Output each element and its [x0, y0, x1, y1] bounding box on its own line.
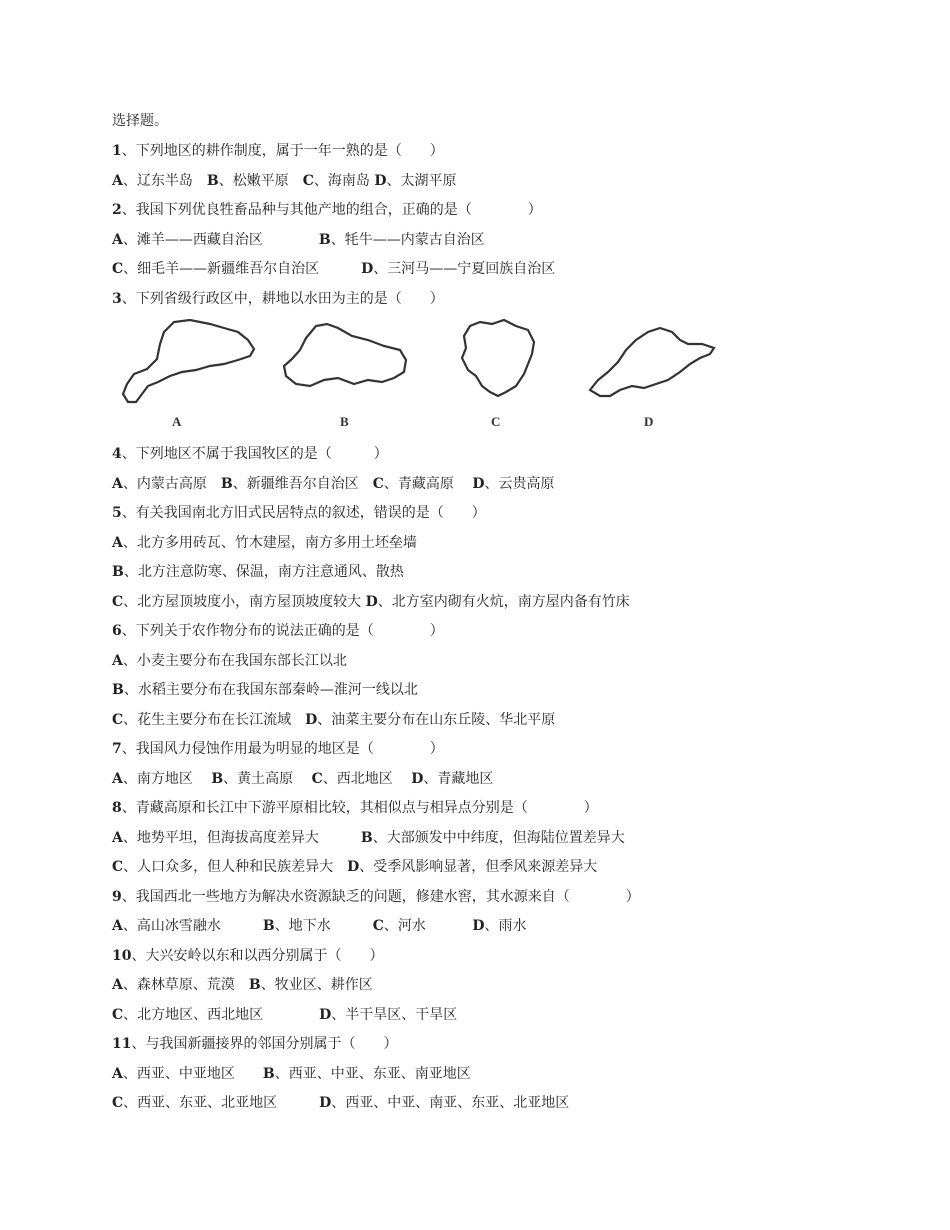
- option-text: 、花生主要分布在长江流域: [123, 712, 306, 728]
- option-text: 、油菜主要分布在山东丘陵、华北平原: [317, 712, 556, 728]
- option-letter: C: [112, 594, 124, 610]
- option-letter: D: [472, 476, 485, 492]
- question-stem: [112, 739, 444, 759]
- question-stem: [112, 503, 486, 523]
- map-label-c: C: [491, 414, 501, 429]
- option-letter: C: [302, 173, 314, 189]
- option-letter: A: [112, 476, 123, 492]
- option-letter: B: [262, 1066, 275, 1082]
- options-line: [112, 562, 404, 582]
- question-number: 5: [112, 505, 122, 521]
- option-letter: D: [411, 771, 424, 787]
- options-line: [112, 533, 417, 553]
- question-stem: [112, 444, 388, 464]
- question-number: 2: [112, 202, 122, 218]
- question-text: 、青藏高原和长江中下游平原相比较，其相似点与相异点分别是（ ）: [121, 800, 598, 816]
- options-line: [112, 680, 418, 700]
- option-text: 、内蒙古高原: [122, 476, 221, 492]
- option-letter: A: [112, 918, 123, 934]
- option-text: 、北方地区、西北地区: [123, 1007, 320, 1023]
- option-letter: D: [319, 1007, 332, 1023]
- option-letter: D: [319, 1095, 332, 1111]
- options-line: [112, 592, 630, 612]
- question-text: 、下列地区的耕作制度，属于一年一熟的是（ ）: [121, 143, 444, 159]
- question-text: 、我国下列优良牲畜品种与其他产地的组合，正确的是（ ）: [121, 202, 542, 218]
- options-line: [112, 1093, 569, 1113]
- option-letter: A: [112, 771, 123, 787]
- option-letter: D: [365, 594, 378, 610]
- options-line: [112, 230, 485, 250]
- option-letter: A: [112, 977, 123, 993]
- option-letter: A: [112, 1066, 123, 1082]
- option-letter: C: [112, 261, 124, 277]
- option-letter: C: [112, 1095, 124, 1111]
- question-stem: [112, 141, 444, 161]
- options-line: [112, 857, 597, 877]
- option-text: 、北方室内砌有火炕，南方屋内备有竹床: [377, 594, 630, 610]
- province-outline-a: [123, 320, 254, 402]
- map-label-a: A: [172, 414, 182, 429]
- option-text: 、人口众多，但人种和民族差异大: [123, 859, 348, 875]
- option-text: 、地下水: [274, 918, 373, 934]
- options-line: [112, 975, 373, 995]
- option-text: 、西亚、中亚、南亚、东亚、北亚地区: [331, 1095, 570, 1111]
- option-text: 、牧业区、耕作区: [260, 977, 373, 993]
- option-letter: B: [112, 682, 124, 698]
- options-line: [112, 171, 456, 191]
- option-text: 、三河马——宁夏回族自治区: [373, 261, 556, 277]
- option-text: 、受季风影响显著，但季风来源差异大: [359, 859, 598, 875]
- option-letter: A: [112, 173, 123, 189]
- map-label-d: D: [644, 414, 654, 429]
- option-text: 、黄土高原: [223, 771, 312, 787]
- question-text: 、大兴安岭以东和以西分别属于（ ）: [131, 948, 384, 964]
- question-number: 10: [112, 948, 132, 964]
- option-text: 、小麦主要分布在我国东部长江以北: [122, 653, 347, 669]
- option-text: 、大部颁发中中纬度，但海陆位置差异大: [372, 830, 625, 846]
- question-number: 1: [112, 143, 122, 159]
- question-number: 4: [112, 446, 122, 462]
- option-letter: B: [220, 476, 233, 492]
- option-text: 、太湖平原: [386, 173, 457, 189]
- option-letter: C: [112, 1007, 124, 1023]
- option-text: 、青藏地区: [423, 771, 494, 787]
- province-outline-b: [284, 324, 406, 386]
- province-outline-d: [590, 328, 714, 396]
- options-line: [112, 1064, 471, 1084]
- options-line: [112, 710, 555, 730]
- option-text: 、云贵高原: [484, 476, 555, 492]
- question-stem: [112, 200, 542, 220]
- options-line: [112, 651, 347, 671]
- options-line: [112, 474, 554, 494]
- option-text: 、松嫩平原: [218, 173, 303, 189]
- question-text: 、我国西北一些地方为解决水资源缺乏的问题，修建水窖，其水源来自（ ）: [121, 889, 640, 905]
- question-stem: [112, 887, 640, 907]
- option-letter: D: [374, 173, 387, 189]
- option-letter: B: [112, 564, 124, 580]
- option-letter: D: [361, 261, 374, 277]
- question-number: 9: [112, 889, 122, 905]
- option-text: 、西亚、中亚地区: [122, 1066, 263, 1082]
- option-letter: D: [472, 918, 485, 934]
- option-letter: A: [112, 830, 123, 846]
- question-text: 、有关我国南北方旧式民居特点的叙述，错误的是（ ）: [121, 505, 486, 521]
- option-letter: B: [206, 173, 219, 189]
- question-stem: [112, 798, 598, 818]
- option-text: 、西亚、东亚、北亚地区: [123, 1095, 320, 1111]
- option-letter: A: [112, 653, 123, 669]
- section-title: 选择题。: [112, 113, 168, 129]
- option-text: 、地势平坦，但海拔高度差异大: [122, 830, 361, 846]
- option-text: 、青藏高原: [383, 476, 473, 492]
- question-text: 、下列省级行政区中，耕地以水田为主的是（ ）: [121, 291, 444, 307]
- option-letter: D: [347, 859, 360, 875]
- question-number: 11: [112, 1036, 132, 1052]
- option-letter: C: [372, 476, 384, 492]
- option-letter: B: [318, 232, 331, 248]
- option-text: 、水稻主要分布在我国东部秦岭—淮河一线以北: [123, 682, 418, 698]
- option-letter: A: [112, 232, 123, 248]
- question-text: 、与我国新疆接界的邻国分别属于（ ）: [131, 1036, 398, 1052]
- option-text: 、西北地区: [322, 771, 412, 787]
- option-text: 、新疆维吾尔自治区: [232, 476, 373, 492]
- option-letter: C: [372, 918, 384, 934]
- option-text: 、北方注意防寒、保温，南方注意通风、散热: [123, 564, 404, 580]
- option-letter: C: [112, 712, 124, 728]
- province-outline-c: [462, 320, 534, 396]
- province-outline-maps: [112, 314, 718, 434]
- option-text: 、河水: [383, 918, 473, 934]
- option-letter: C: [112, 859, 124, 875]
- question-stem: [112, 946, 383, 966]
- option-letter: A: [112, 535, 123, 551]
- question-stem: [112, 289, 444, 309]
- option-letter: D: [305, 712, 318, 728]
- option-text: 、西亚、中亚、东亚、南亚地区: [274, 1066, 471, 1082]
- option-text: 、细毛羊——新疆维吾尔自治区: [123, 261, 362, 277]
- option-text: 、海南岛: [313, 173, 375, 189]
- option-text: 、滩羊——西藏自治区: [122, 232, 319, 248]
- question-number: 6: [112, 623, 122, 639]
- province-outline-figure: [112, 314, 718, 434]
- question-stem: [112, 1034, 397, 1054]
- option-text: 、南方地区: [122, 771, 212, 787]
- map-label-b: B: [340, 414, 349, 429]
- option-text: 、北方屋顶坡度小，南方屋顶坡度较大: [123, 594, 366, 610]
- question-number: 3: [112, 291, 122, 307]
- option-text: 、高山冰雪融水: [122, 918, 263, 934]
- option-text: 、雨水: [484, 918, 527, 934]
- option-letter: B: [211, 771, 224, 787]
- options-line: [112, 828, 625, 848]
- option-text: 、半干旱区、干旱区: [331, 1007, 458, 1023]
- option-text: 、北方多用砖瓦、竹木建屋，南方多用土坯垒墙: [122, 535, 417, 551]
- question-number: 8: [112, 800, 122, 816]
- option-letter: B: [248, 977, 261, 993]
- question-number: 7: [112, 741, 122, 757]
- question-text: 、下列地区不属于我国牧区的是（ ）: [121, 446, 388, 462]
- option-letter: B: [360, 830, 373, 846]
- options-line: [112, 259, 555, 279]
- option-text: 、牦牛——内蒙古自治区: [330, 232, 485, 248]
- option-letter: C: [311, 771, 323, 787]
- question-text: 、下列关于农作物分布的说法正确的是（ ）: [121, 623, 444, 639]
- options-line: [112, 916, 526, 936]
- options-line: [112, 769, 493, 789]
- question-stem: [112, 621, 444, 641]
- option-text: 、森林草原、荒漠: [122, 977, 249, 993]
- question-text: 、我国风力侵蚀作用最为明显的地区是（ ）: [121, 741, 444, 757]
- options-line: [112, 1005, 457, 1025]
- option-letter: B: [262, 918, 275, 934]
- option-text: 、辽东半岛: [122, 173, 207, 189]
